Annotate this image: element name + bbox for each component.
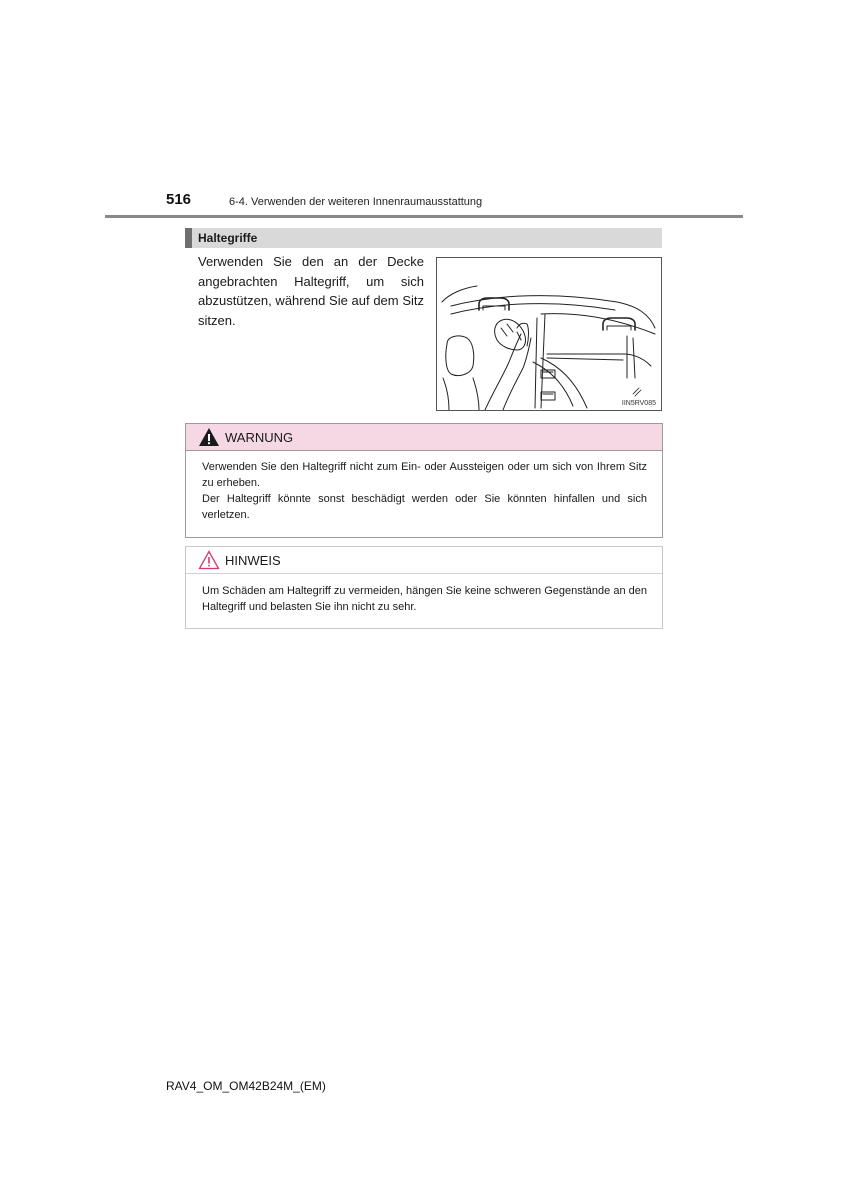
notice-box [185, 546, 663, 629]
warning-header [186, 424, 662, 451]
footer-code: RAV4_OM_OM42B24M_(EM) [166, 1079, 326, 1093]
figure-code: IIN5RV085 [621, 400, 656, 407]
page-number: 516 [166, 191, 192, 208]
warning-triangle-icon [198, 427, 220, 447]
warning-box [185, 423, 663, 538]
notice-label: HINWEIS [225, 552, 281, 568]
chapter-title: 6-4. Verwenden der weiteren Innenraumausstattung [229, 196, 483, 208]
notice-paragraph: Um Schäden am Haltegriff zu vermeiden, hängen Sie keine schweren Gegenstände an den Haltegriff und belasten Sie ihn nicht zu sehr. [202, 585, 647, 613]
warning-line-2: Der Haltegriff könnte sonst beschädigt werden oder Sie könnten hinfallen und sich verletzen. [202, 493, 647, 521]
header-rule [105, 215, 743, 218]
warning-text [186, 451, 662, 523]
warning-line-1: Verwenden Sie den Haltegriff nicht zum Ein- oder Aussteigen oder um sich von Ihrem Sitz zu erheben. [202, 461, 647, 489]
car-interior-drawing [437, 258, 662, 411]
assist-grip-illustration [436, 257, 662, 411]
section-body-text: Verwenden Sie den an der Decke angebrachten Haltegriff, um sich abzustützen, während Sie auf dem Sitz sitzen. [198, 254, 424, 328]
notice-header [186, 547, 662, 574]
warning-label: WARNUNG [225, 429, 294, 445]
notice-text [186, 574, 662, 615]
section-title: Haltegriffe [185, 228, 662, 248]
notice-triangle-icon [198, 550, 220, 570]
